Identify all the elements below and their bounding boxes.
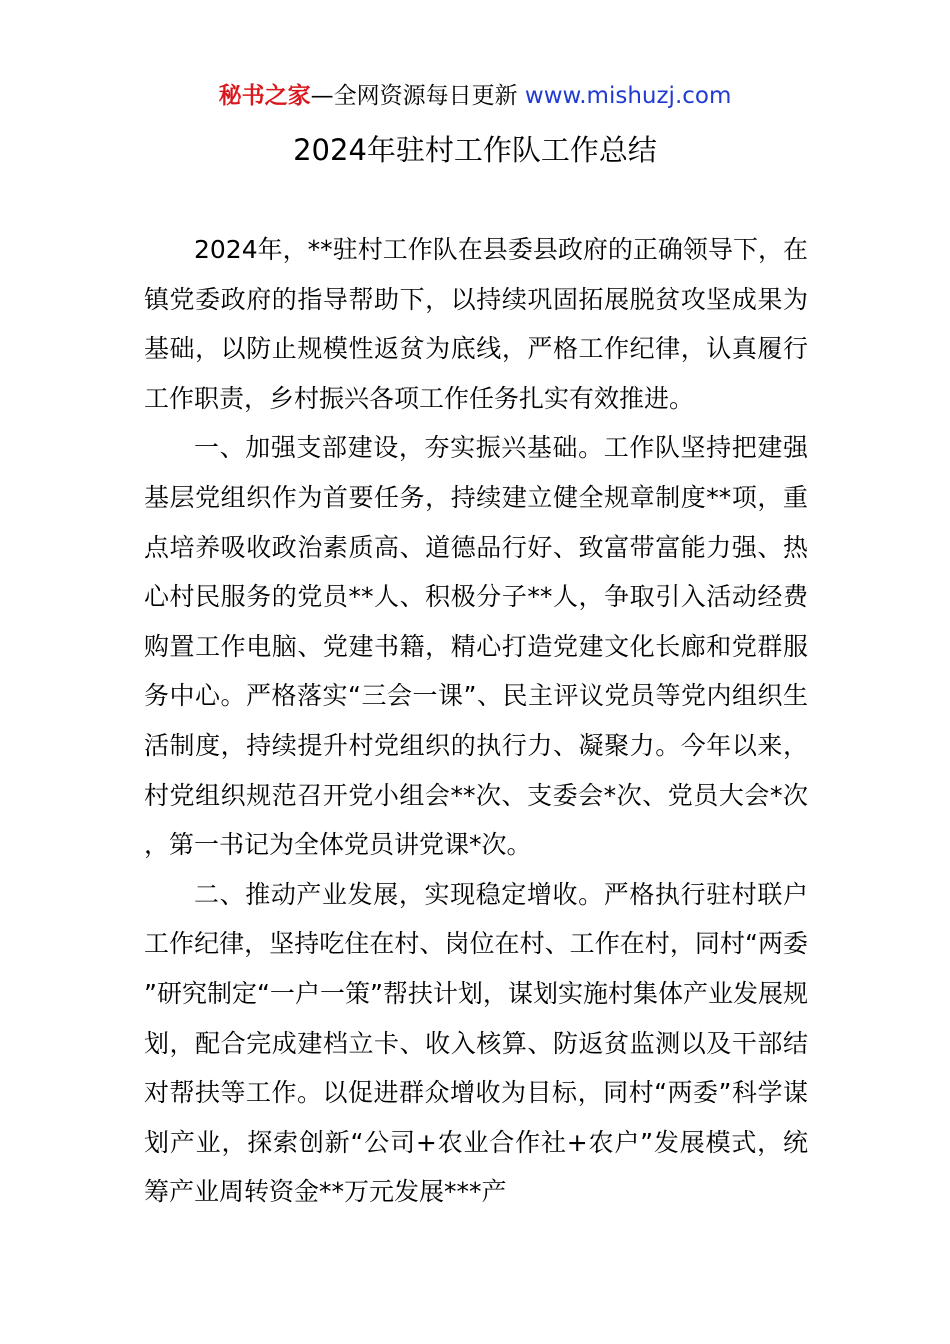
paragraph-industry-development: 二、推动产业发展，实现稳定增收。严格执行驻村联户工作纪律，坚持吃住在村、岗位在村、工作在村，同村“两委”研究制定“一户一策”帮扶计划，谋划实施村集体产业发展规划，配合完成建档立卡、收入核算、防返贫监测以及干部结对帮扶等工作。以促进群众增收为目标，同村“两委”科学谋划产业，探索创新“公司+农业合作社+农户”发展模式，统筹产业周转资金**万元发展***产 <box>144 879 808 1207</box>
site-brand: 秘书之家 <box>218 83 311 109</box>
paragraph-party-building: 一、加强支部建设，夯实振兴基础。工作队坚持把建强基层党组织作为首要任务，持续建立健全规章制度**项，重点培养吸收政治素质高、道德品行好、致富带富能力强、热心村民服务的党员**人、积极分子**人，争取引入活动经费购置工作电脑、党建书籍，精心打造党建文化长廊和党群服务中心。严格落实“三会一课”、民主评议党员等党内组织生活制度，持续提升村党组织的执行力、凝聚力。今年以来，村党组织规范召开党小组会**次、支委会*次、党员大会*次，第一书记为全体党员讲党课*次。 <box>144 433 808 860</box>
paragraph-intro: 2024年，**驻村工作队在县委县政府的正确领导下，在镇党委政府的指导帮助下，以持续巩固拓展脱贫攻坚成果为基础，以防止规模性返贫为底线，严格工作纪律，认真履行工作职责，乡村振兴各项工作任务扎实有效推进。 <box>144 235 808 413</box>
document-body <box>144 225 808 1217</box>
document-title: 2024年驻村工作队工作总结 <box>293 133 657 167</box>
site-header <box>0 80 950 112</box>
site-url-link[interactable]: www.mishuzj.com <box>524 83 732 109</box>
site-tagline: —全网资源每日更新 <box>310 83 525 109</box>
